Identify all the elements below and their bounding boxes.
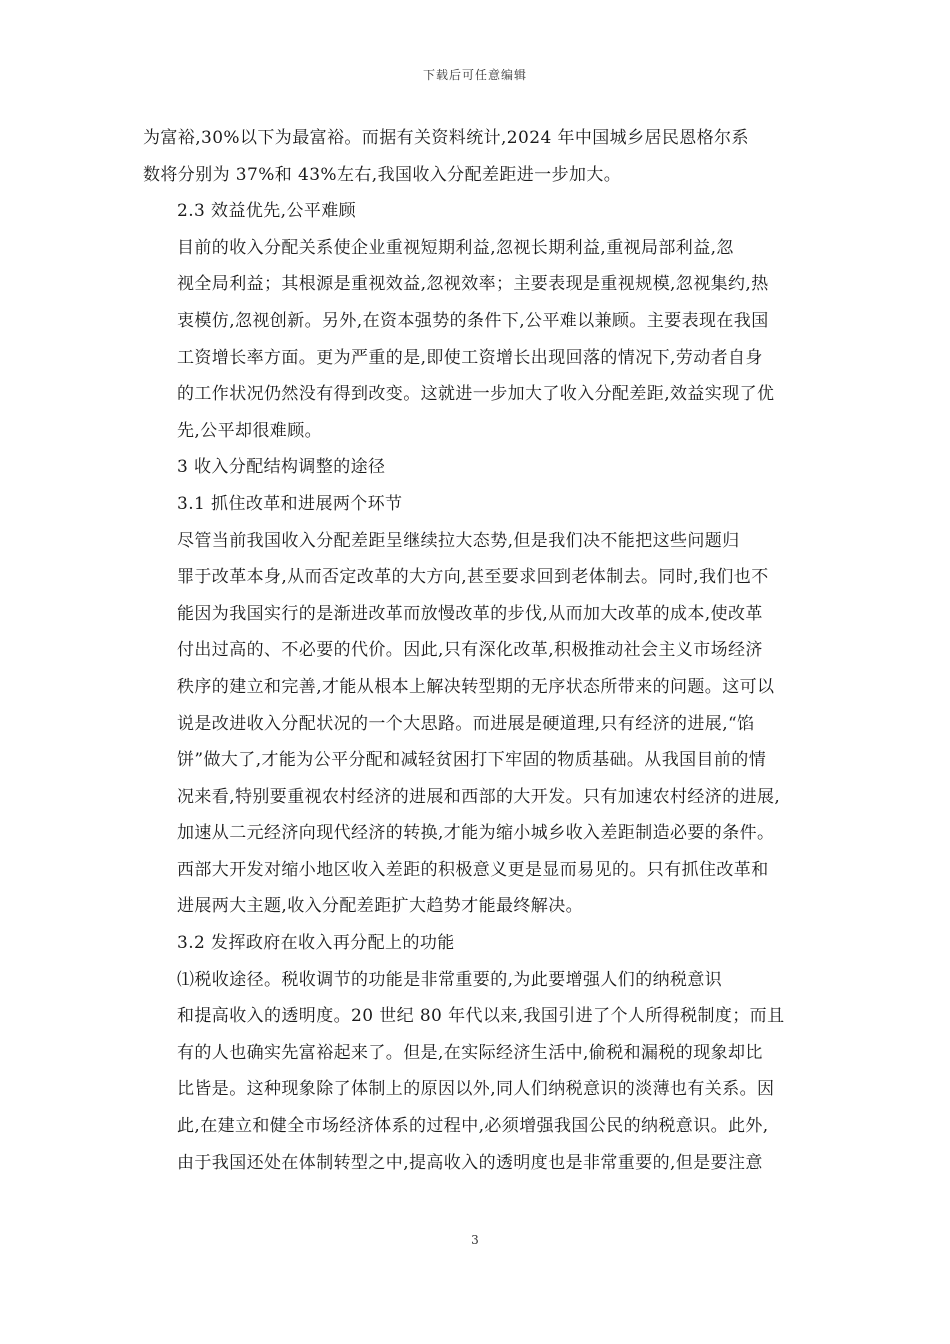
text-line: 的工作状况仍然没有得到改变。这就进一步加大了收入分配差距,效益实现了优 [177, 384, 775, 405]
text-line: 饼”做大了,才能为公平分配和减轻贫困打下牢固的物质基础。从我国目前的情 [177, 750, 767, 771]
text-line: 目前的收入分配关系使企业重视短期利益,忽视长期利益,重视局部利益,忽 [177, 237, 734, 258]
paragraph [143, 523, 807, 926]
text-line: 3.2 发挥政府在收入再分配上的功能 [177, 933, 455, 954]
text-line: 视全局利益；其根源是重视效益,忽视效率；主要表现是重视规模,忽视集约,热 [177, 274, 769, 295]
text-line: 3.1 抓住改革和进展两个环节 [177, 493, 403, 514]
text-line: 先,公平却很难顾。 [177, 420, 323, 441]
text-line: 由于我国还处在体制转型之中,提高收入的透明度也是非常重要的,但是要注意 [177, 1152, 763, 1173]
paragraph [143, 193, 807, 230]
text-line: 此,在建立和健全市场经济体系的过程中,必须增强我国公民的纳税意识。此外, [177, 1116, 769, 1137]
text-line: 工资增长率方面。更为严重的是,即使工资增长出现回落的情况下,劳动者自身 [177, 347, 763, 368]
text-line: 说是改进收入分配状况的一个大思路。而进展是硬道理,只有经济的进展,“馅 [177, 713, 755, 734]
paragraph [143, 449, 807, 486]
paragraph [143, 120, 807, 193]
text-line: 进展两大主题,收入分配差距扩大趋势才能最终解决。 [177, 896, 584, 917]
text-line: 西部大开发对缩小地区收入差距的积极意义更是显而易见的。只有抓住改革和 [177, 859, 769, 880]
paragraph [143, 486, 807, 523]
text-line: 比皆是。这种现象除了体制上的原因以外,同人们纳税意识的淡薄也有关系。因 [177, 1079, 775, 1100]
text-line: 加速从二元经济向现代经济的转换,才能为缩小城乡收入差距制造必要的条件。 [177, 823, 775, 844]
paragraph [143, 230, 807, 450]
text-line: 有的人也确实先富裕起来了。但是,在实际经济生活中,偷税和漏税的现象却比 [177, 1042, 763, 1063]
text-line: 3 收入分配结构调整的途径 [177, 457, 386, 478]
page-number: 3 [471, 1233, 479, 1247]
text-line: 和提高收入的透明度。20 世纪 80 年代以来,我国引进了个人所得税制度；而且 [177, 1006, 785, 1027]
text-line: 能因为我国实行的是渐进改革而放慢改革的步伐,从而加大改革的成本,使改革 [177, 603, 763, 624]
text-line: 罪于改革本身,从而否定改革的大方向,甚至要求回到老体制去。同时,我们也不 [177, 567, 769, 588]
text-line: 2.3 效益优先,公平难顾 [177, 201, 357, 222]
text-line: 况来看,特别要重视农村经济的进展和西部的大开发。只有加速农村经济的进展, [177, 786, 781, 807]
text-line: 秩序的建立和完善,才能从根本上解决转型期的无序状态所带来的问题。这可以 [177, 676, 775, 697]
paragraph [143, 962, 807, 1182]
text-line: 衷模仿,忽视创新。另外,在资本强势的条件下,公平难以兼顾。主要表现在我国 [177, 310, 769, 331]
text-line: ⑴税收途径。税收调节的功能是非常重要的,为此要增强人们的纳税意识 [177, 969, 723, 990]
page-header: 下载后可任意编辑 [422, 68, 527, 82]
paragraph [143, 925, 807, 962]
text-line: 数将分别为 37%和 43%左右,我国收入分配差距进一步加大。 [143, 164, 622, 185]
text-line: 为富裕,30%以下为最富裕。而据有关资料统计,2024 年中国城乡居民恩格尔系 [143, 128, 749, 148]
document-body [143, 120, 807, 1181]
text-line: 付出过高的、不必要的代价。因此,只有深化改革,积极推动社会主义市场经济 [177, 640, 763, 661]
text-line: 尽管当前我国收入分配差距呈继续拉大态势,但是我们决不能把这些问题归 [177, 530, 740, 551]
